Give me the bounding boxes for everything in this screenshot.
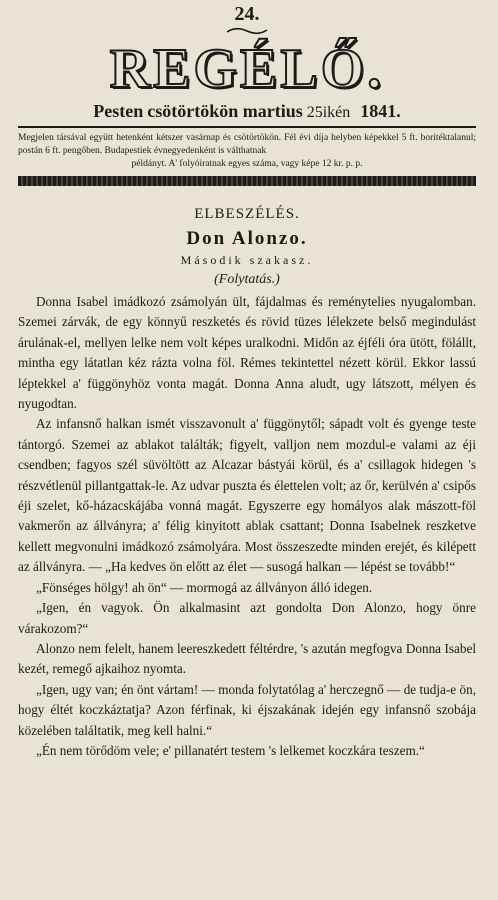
dateline-place: Pesten: [93, 101, 144, 121]
masthead-title: REGÉLŐ.: [109, 38, 385, 100]
subscription-notice: [18, 132, 476, 172]
paragraph: „Fönséges hölgy! ah ön“ — mormogá az állványon álló idegen.: [36, 579, 373, 595]
notice-line: képekkel 5 ft. borítéktalanul; postán 6 ft. pengőben. Budapestiek évnegyedenként is válthatnak: [18, 133, 476, 156]
paragraph: Alonzo nem felelt, hanem leereszkedett féltérdre, 's azután megfogva Donna Isabel kezét, remegő ajkaihoz nyomta.: [18, 640, 476, 677]
section-title: ELBESZÉLÉS.: [194, 206, 300, 222]
article-body: [18, 292, 476, 761]
dateline: [18, 100, 476, 122]
issue-number: 24.: [234, 3, 260, 25]
continuation-note: (Folytatás.): [214, 272, 280, 287]
dateline-year: 1841.: [360, 101, 401, 121]
rule-divider: [18, 126, 476, 128]
story-title: Don Alonzo.: [186, 228, 308, 249]
dateline-day: csötörtökön martius: [147, 101, 303, 121]
dateline-date: 25ikén: [306, 104, 351, 121]
notice-line: Megjelen társával együtt hetenként kétszer vasárnap és csötörtökön. Fél évi díja helyben: [18, 133, 362, 143]
flourish-ornament-icon: [225, 26, 269, 36]
story-subtitle: Második szakasz.: [180, 253, 314, 267]
notice-line: példányt. A' folyóiratnak egyes száma, vagy képe 12 kr. p. p.: [131, 159, 363, 169]
paragraph: Az infansnő halkan ismét visszavonult a' függönytől; sápadt volt és gyenge teste tántorgó. Szemei az ablakot találták; figyelt, valljon nem mozdul-e valami az éji csendben; fagyos szél süvöltött az Alcazar bástyái körül, és a' csillagok hidegen 's részvétlenül pillantgattak-le. Az udvar puszta és élettelen volt; az őr, kerülvén a' csipős éji szelet, kő-házacskájába vonná magát. Egyszerre egy homályos alak mászott-föl vakmerőn az állványra; a' félig kinyitott ablak csattant; Donna Isabelnek reszketve kellett megvonulni imádkozó zsámolyára. Most összeszedte minden erejét, és kilépett az állványra. — „Ha kedves ön előtt az élet — susogá halkan — lépést se tovább!“: [18, 416, 476, 575]
decorative-band: [18, 176, 476, 186]
paragraph: Donna Isabel imádkozó zsámolyán ült, fájdalmas és reménytelies nyugalomban. Szemei zárvák, de egy könnyű reszketés és rövid tüzes lélekzete belső megindulást árulának-el, mellyen lelke nem volt képes uralkodni. Midőn az éjféli óra ütött, fölállt, mintha egy látatlan kéz rázta volna föl. Rémes tekintettel nézett körül. Ekkor lassú léptekkel a' függönyhöz vonta magát. Donna Anna aludt, ugy látszott, mélyen és nyugodtan.: [18, 294, 476, 412]
paragraph: „Igen, ugy van; én önt vártam! — monda folytatólag a' herczegnő — de tudja-e ön, hogy éltét koczkáztatja? Azon férfinak, ki éjszakának idején egy infansnő szobája közelében találtatik, meg kell halni.“: [18, 681, 476, 738]
paragraph: „Én nem törődöm vele; e' pillanatért testem 's lelkemet koczkára teszem.“: [36, 742, 425, 758]
paragraph: „Igen, én vagyok. Ön alkalmasint azt gondolta Don Alonzo, hogy önre várakozom?“: [18, 600, 476, 636]
